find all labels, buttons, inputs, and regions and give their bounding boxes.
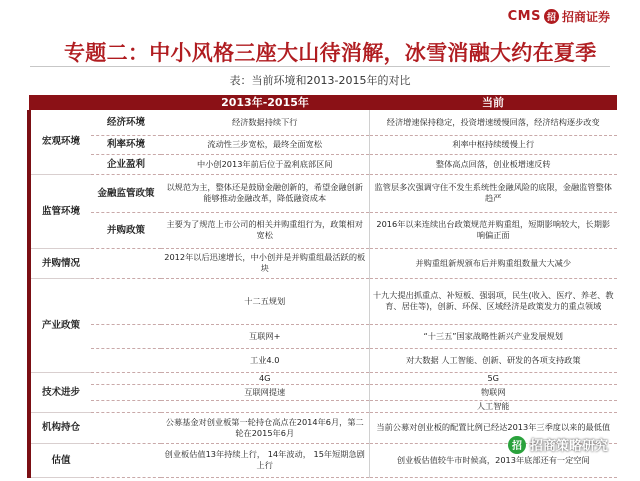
table-row (29, 348, 617, 372)
page-title: 专题二：中小风格三座大山待消解，冰雪消融大约在夏季 (64, 40, 597, 65)
cell-industry3-now: 对大数据 人工智能、创新、研发的各项支持政策 (369, 348, 617, 372)
table-row (29, 324, 617, 348)
cell-finreg-past: 以规范为主，整体还是鼓励金融创新的，希望金融创新能够推动金融改革，降低融资成本 (161, 174, 369, 212)
row-label-valuation-empty (91, 443, 161, 477)
row-label-profit: 企业盈利 (91, 154, 161, 174)
row-label-industry2-empty (91, 324, 161, 348)
watermark-text: 招商策略研究 (529, 439, 608, 454)
wechat-logo-icon: 招 (508, 436, 526, 454)
table-caption: 表：当前环境和2013-2015年的对比 (229, 74, 411, 87)
row-label-institution-empty (91, 412, 161, 443)
row-label-tech2-empty (91, 384, 161, 400)
cell-rate-past: 流动性三步宽松，最终全面宽松 (161, 135, 369, 154)
cell-industry2-now: “十三五”国家战略性新兴产业发展规划 (369, 324, 617, 348)
table-row (29, 135, 617, 154)
row-label-rate: 利率环境 (91, 135, 161, 154)
header-now: 当前 (369, 95, 617, 110)
section-institution: 机构持仓 (29, 412, 91, 443)
cell-finreg-now: 监管层多次强调守住不发生系统性金融风险的底限，金融监管整体趋严 (369, 174, 617, 212)
cell-valuation-now: 创业板估值较牛市时候高，2013年底部还有一定空间 (369, 443, 617, 477)
logo-cms: CMS (507, 9, 541, 24)
section-industry: 产业政策 (29, 278, 91, 372)
cell-industry1-past: 十二五规划 (161, 278, 369, 324)
title-divider (30, 66, 610, 67)
wechat-watermark (508, 435, 608, 454)
row-label-tech3-empty (91, 400, 161, 412)
cell-industry2-past: 互联网+ (161, 324, 369, 348)
section-macro: 宏观环境 (29, 110, 91, 174)
cell-tech1-past: 4G (161, 372, 369, 384)
row-label-tech-empty (91, 372, 161, 384)
header-blank-cell (29, 95, 161, 110)
cell-institution-now: 当前公募对创业板的配置比例已经达2013年三季度以来的最低值 (369, 412, 617, 443)
cell-valuation-past: 创业板估值13年持续上行， 14年波动， 15年短期急剧上行 (161, 443, 369, 477)
brand-logo (508, 8, 610, 25)
section-valuation: 估值 (29, 443, 91, 477)
cell-tech3-past (161, 400, 369, 412)
cell-tech2-past: 互联网提速 (161, 384, 369, 400)
table-row (29, 110, 617, 135)
cell-industry1-now: 十九大提出抓重点、补短板、强弱项，民生(收入、医疗、养老、教育、居住等)，创新、环保、区域经济是政策发力的重点领域 (369, 278, 617, 324)
row-label-mnapolicy: 并购政策 (91, 212, 161, 248)
table-row (29, 154, 617, 174)
cell-mnapolicy-now: 2016年以来连续出台政策规范并购重组，短期影响较大，长期影响偏正面 (369, 212, 617, 248)
cell-industry3-past: 工业4.0 (161, 348, 369, 372)
table-row (29, 174, 617, 212)
comparison-table (27, 95, 617, 478)
cell-tech2-now: 物联网 (369, 384, 617, 400)
header-past: 2013年-2015年 (161, 95, 369, 110)
row-label-industry3-empty (91, 348, 161, 372)
cell-tech3-now: 人工智能 (369, 400, 617, 412)
logo-seal-icon: 招 (544, 9, 559, 24)
cell-economy-now: 经济增速保持稳定，投资增速缓慢回落，经济结构逐步改变 (369, 110, 617, 135)
row-label-finreg: 金融监管政策 (91, 174, 161, 212)
section-mna: 并购情况 (29, 248, 91, 278)
table-header-row (29, 95, 617, 110)
cell-institution-past: 公募基金对创业板第一轮持仓高点在2014年6月，第二轮在2015年6月 (161, 412, 369, 443)
logo-company-name: 招商证券 (561, 10, 610, 24)
table-row (29, 372, 617, 384)
cell-mna-past: 2012年以后迅速增长，中小创并是并购重组最活跃的板块 (161, 248, 369, 278)
table-row (29, 248, 617, 278)
table-row (29, 278, 617, 324)
section-tech: 技术进步 (29, 372, 91, 412)
table-row (29, 384, 617, 400)
row-label-mna-empty (91, 248, 161, 278)
cell-mnapolicy-past: 主要为了规范上市公司的相关并购重组行为，政策相对宽松 (161, 212, 369, 248)
cell-economy-past: 经济数据持续下行 (161, 110, 369, 135)
cell-profit-past: 中小创2013年前后位于盈利底部区间 (161, 154, 369, 174)
row-label-industry-empty (91, 278, 161, 324)
row-label-economy: 经济环境 (91, 110, 161, 135)
cell-profit-now: 整体高点回落，创业板增速反转 (369, 154, 617, 174)
cell-mna-now: 并购重组新规颁布后并购重组数量大大减少 (369, 248, 617, 278)
cell-tech1-now: 5G (369, 372, 617, 384)
table-row (29, 212, 617, 248)
section-regulation: 监管环境 (29, 174, 91, 248)
cell-rate-now: 利率中枢持续缓慢上行 (369, 135, 617, 154)
table-row (29, 400, 617, 412)
